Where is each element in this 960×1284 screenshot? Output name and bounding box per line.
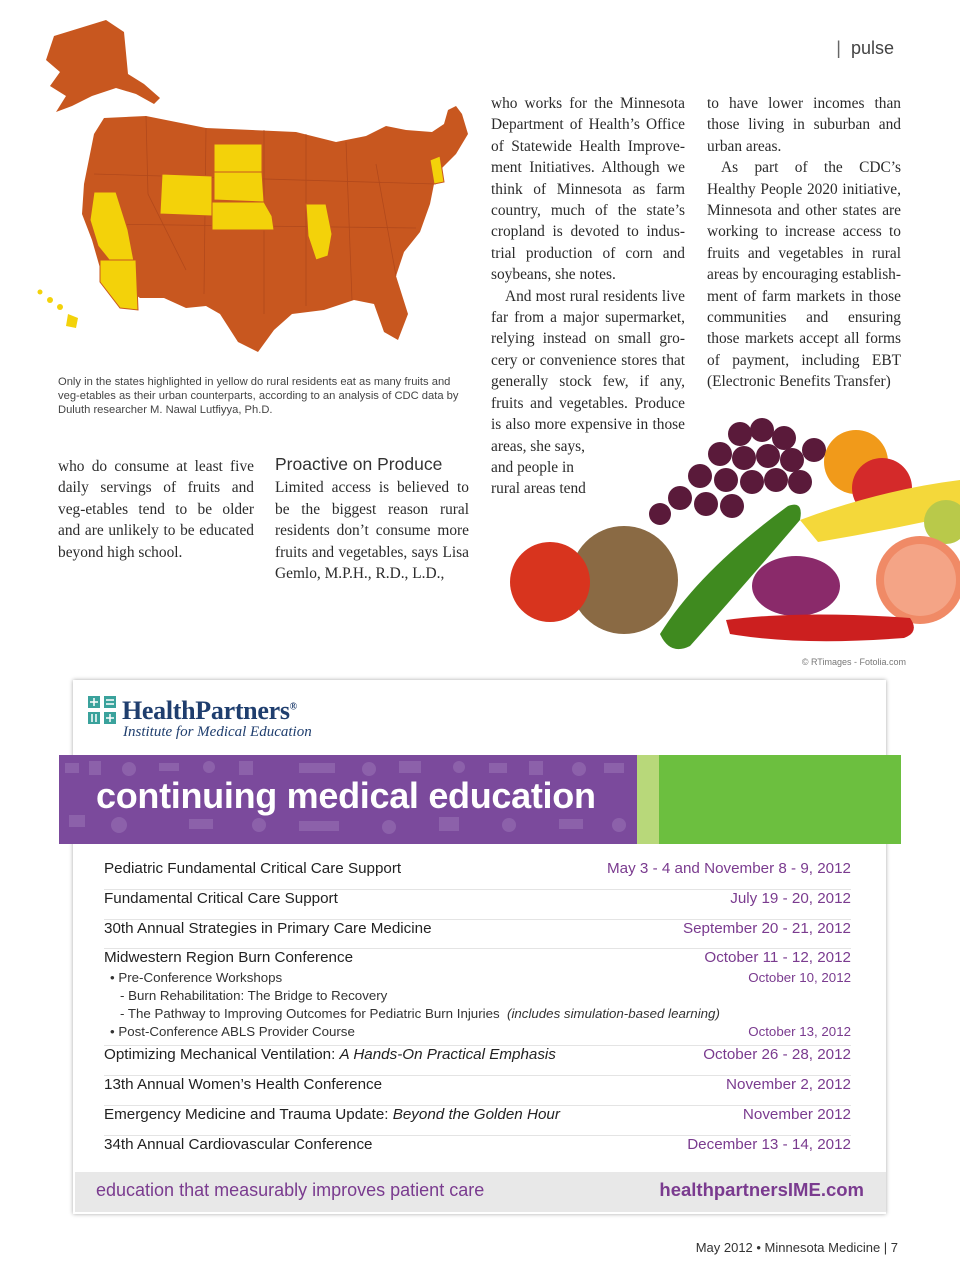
article-paragraph: who works for the Minnesota Department of Health’s Office of Statewide Health Improve-ment Initiatives. Although we think of Minnesota as farm country, much of the state’s cropland is devoted to indus-trial production of corn and soybeans, she notes. xyxy=(491,95,685,284)
course-row xyxy=(104,890,851,920)
course-date: May 3 - 4 and November 8 - 9, 2012 xyxy=(607,860,851,877)
course-row xyxy=(104,1046,851,1076)
course-subitem xyxy=(104,970,851,988)
course-subitem xyxy=(104,1006,851,1024)
course-row xyxy=(104,949,851,970)
course-name-italic: A Hands-On Practical Emphasis xyxy=(339,1046,556,1064)
course-name: 13th Annual Women’s Health Conference xyxy=(104,1076,383,1094)
brand-subtitle: Institute for Medical Education xyxy=(123,724,312,740)
course-name: Midwestern Region Burn Conference xyxy=(104,949,354,967)
registered-mark: ® xyxy=(289,701,297,713)
course-name: 34th Annual Cardiovascular Conference xyxy=(104,1135,373,1153)
photo-credit: © RTimages - Fotolia.com xyxy=(801,657,906,667)
course-row xyxy=(104,860,851,890)
article-paragraph: who do consume at least five daily servings of fruits and veg-etables tend to be older and are unlikely to be educated beyond high school. xyxy=(58,458,254,561)
course-name xyxy=(104,1046,556,1063)
course-name-italic: Beyond the Golden Hour xyxy=(392,1105,560,1123)
section-name: pulse xyxy=(850,38,894,58)
article-paragraph: And most rural residents live far from a major supermarket, relying instead on small gro-cery or convenience stores that generally stock few, if any, fruits and vegetables. Produce is also more expensive in those areas, she says, xyxy=(491,287,685,455)
course-list xyxy=(104,860,851,1165)
brand-name-text: HealthPartners xyxy=(122,696,290,725)
course-row xyxy=(104,1136,851,1165)
subitem-label xyxy=(104,1006,720,1024)
course-row xyxy=(104,1076,851,1106)
course-name-text: Optimizing Mechanical Ventilation: xyxy=(104,1046,340,1064)
article-column-1 xyxy=(58,456,254,563)
course-row xyxy=(104,920,851,950)
course-name xyxy=(104,1106,560,1123)
url-part: healthpartners xyxy=(659,1179,788,1200)
course-name: Pediatric Fundamental Critical Care Support xyxy=(104,860,402,877)
article-paragraph: As part of the CDC’s Healthy People 2020 initiative, Minnesota and other states are working to increase access to fruits and vegetables in rural areas by encouraging establish-ment of farm markets in those communities and ensuring those markets accept all forms of payment, including EBT (Electronic Benefits Transfer) xyxy=(707,159,901,391)
course-name: Fundamental Critical Care Support xyxy=(104,889,338,907)
course-date: October 26 - 28, 2012 xyxy=(703,1046,851,1064)
url-part: .com xyxy=(820,1179,864,1200)
url-part: IME xyxy=(787,1179,821,1200)
article-paragraph: to have lower incomes than those living in suburban and urban areas. xyxy=(707,95,901,155)
subheading: Proactive on Produce xyxy=(275,454,443,474)
article-column-2 xyxy=(275,454,469,584)
course-name-text: Emergency Medicine and Trauma Update: xyxy=(104,1105,393,1123)
article-paragraph: Limited access is believed to be the biggest reason rural residents don’t consume more fruits and vegetables, says Lisa Gemlo, M.P.H., R.D., L.D., xyxy=(275,479,469,583)
subitem-label: • Post-Conference ABLS Provider Course xyxy=(110,1024,355,1040)
course-date: December 13 - 14, 2012 xyxy=(687,1135,851,1153)
course-subitem xyxy=(104,1024,851,1046)
subitem-title: - The Pathway to Improving Outcomes for Pediatric Burn Injuries xyxy=(120,1006,500,1022)
article-paragraph: and people in rural areas tend xyxy=(491,458,586,498)
section-label: | pulse xyxy=(836,38,894,58)
ad-tagline: education that measurably improves patient care xyxy=(96,1180,485,1200)
us-map xyxy=(36,14,476,364)
course-date: July 19 - 20, 2012 xyxy=(730,889,851,907)
course-date: November 2, 2012 xyxy=(726,1076,851,1094)
course-date: September 20 - 21, 2012 xyxy=(682,919,851,937)
article-column-4 xyxy=(707,93,901,393)
healthpartners-logo-icon xyxy=(88,696,116,724)
ad-website-link[interactable] xyxy=(659,1179,864,1201)
subitem-label: • Pre-Conference Workshops xyxy=(110,970,283,986)
course-row xyxy=(104,1106,851,1136)
subitem-note: (includes simulation-based learning) xyxy=(507,1006,720,1022)
banner-title: continuing medical education xyxy=(96,775,596,816)
course-name: 30th Annual Strategies in Primary Care Medicine xyxy=(104,919,432,937)
subitem-date: October 13, 2012 xyxy=(748,1024,851,1040)
page-folio: May 2012 • Minnesota Medicine | 7 xyxy=(695,1240,898,1255)
subitem-date: October 10, 2012 xyxy=(748,970,851,986)
subitem-label: - Burn Rehabilitation: The Bridge to Recovery xyxy=(120,988,388,1004)
map-caption: Only in the states highlighted in yellow do rural residents eat as many fruits and veg-etables as their urban counterparts, according to an analysis of CDC data by Duluth researcher M. Nawal Lutfiyya, Ph.D. xyxy=(58,376,459,416)
course-date: November 2012 xyxy=(742,1105,851,1123)
brand-name xyxy=(122,696,297,726)
course-subitem xyxy=(104,988,851,1006)
course-date: October 11 - 12, 2012 xyxy=(704,949,851,967)
produce-photo xyxy=(500,410,960,660)
